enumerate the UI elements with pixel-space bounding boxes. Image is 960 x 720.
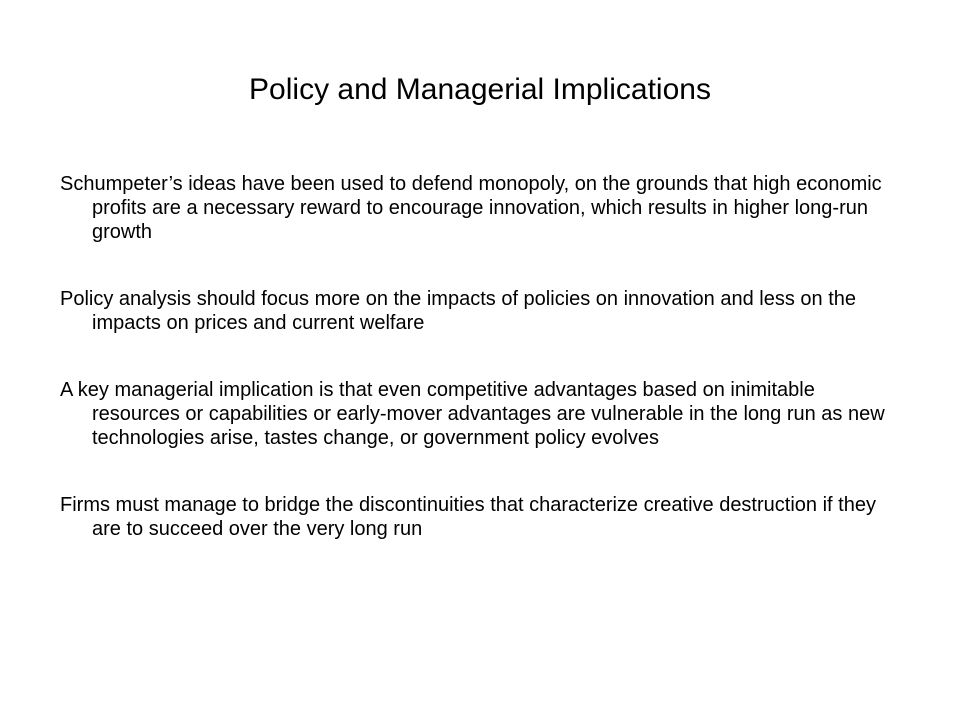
- bullet-item: Schumpeter’s ideas have been used to defend monopoly, on the grounds that high economic profits are a necessary reward to encourage innovation, which results in higher long-run growth: [60, 173, 882, 243]
- bullet-item: Firms must manage to bridge the discontinuities that characterize creative destruction if they are to succeed over the very long run: [60, 494, 876, 540]
- bullet-item: A key managerial implication is that even competitive advantages based on inimitable resources or capabilities or early-mover advantages are vulnerable in the long run as new technologies arise, tastes change, or government policy evolves: [60, 379, 885, 449]
- slide-title: Policy and Managerial Implications: [249, 73, 711, 106]
- bullet-list: [60, 172, 900, 584]
- bullet-item: Policy analysis should focus more on the impacts of policies on innovation and less on the impacts on prices and current welfare: [60, 288, 857, 334]
